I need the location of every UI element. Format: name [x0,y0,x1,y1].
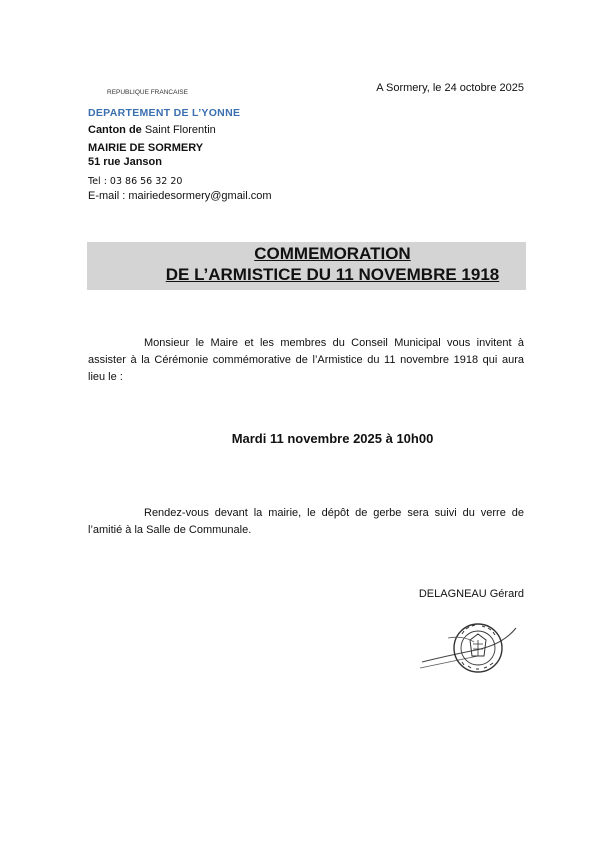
email-line: E-mail : mairiedesormery@gmail.com [88,190,272,202]
title-line-2-text: DE L’ARMISTICE DU 11 NOVEMBRE 1918 [165,265,500,284]
title-line-1-text: COMMEMORATION [254,244,411,263]
canton-label: Canton de [88,124,142,136]
date-line: A Sormery, le 24 octobre 2025 [376,82,524,94]
address-line: 51 rue Janson [88,156,162,168]
rendezvous-paragraph: Rendez-vous devant la mairie, le dépôt de gerbe sera suivi du verre de l’amitié à la Salle de Communale. [88,507,524,536]
canton-line [88,124,216,136]
event-date-text: Mardi 11 novembre 2025 à 10h00 [231,431,434,446]
title-line-1 [0,244,595,264]
mairie-stamp-seal [418,618,518,674]
signatory-name: DELAGNEAU Gérard [418,588,524,600]
event-date [0,431,595,446]
phone-line: Tel : 03 86 56 32 20 [88,176,183,187]
departement-label: DEPARTEMENT DE L’YONNE [88,107,241,119]
canton-value: Saint Florentin [141,124,216,136]
republique-label: REPUBLIQUE FRANCAISE [107,89,188,96]
mairie-name: MAIRIE DE SORMERY [88,142,204,154]
title-line-2 [0,265,595,285]
invitation-paragraph: Monsieur le Maire et les membres du Conseil Municipal vous invitent à assister à la Cérémonie commémorative de l’Armistice du 11 novembre 1918 qui aura lieu le : [88,337,524,383]
